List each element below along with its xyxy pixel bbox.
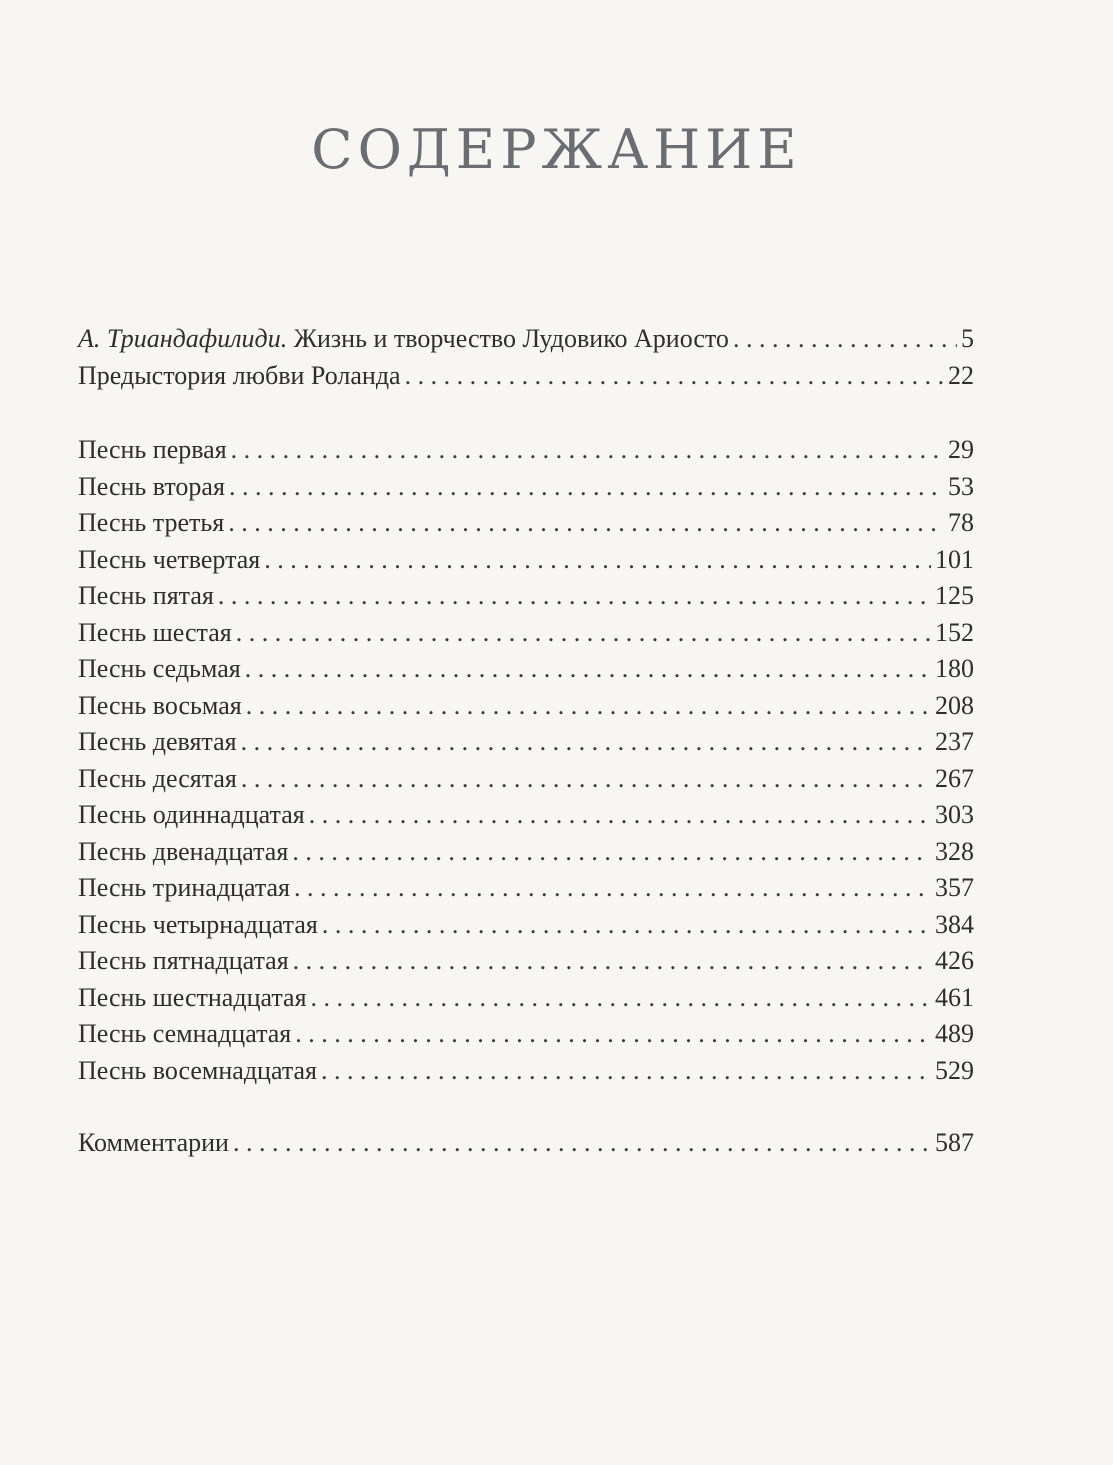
toc-entry-title [78, 321, 729, 358]
toc-entry-page: 29 [948, 435, 974, 464]
dot-leader [236, 615, 931, 652]
toc-entry-page: 303 [935, 800, 974, 829]
toc-entry [78, 651, 974, 688]
toc-entry [78, 1125, 974, 1162]
dot-leader [231, 432, 944, 469]
toc-entry-author: А. Триандафилиди. [78, 324, 288, 353]
toc-entry-page: 267 [935, 763, 974, 793]
toc-entry-title: Песнь пятнадцатая [78, 946, 289, 975]
page-title: СОДЕРЖАНИЕ [311, 118, 802, 181]
toc-entry [78, 1016, 974, 1053]
toc-entry [78, 907, 974, 944]
toc-entry-title: Песнь одиннадцатая [78, 800, 305, 829]
toc-entry-page: 208 [935, 690, 974, 720]
toc-entry-page: 101 [935, 544, 974, 574]
toc-entry-page: 328 [935, 836, 974, 866]
dot-leader [293, 943, 931, 980]
toc-entry [78, 870, 974, 907]
dot-leader [405, 358, 944, 395]
toc-entry [78, 761, 974, 798]
toc-entry-title: Песнь первая [78, 435, 227, 464]
toc-entry-title: Песнь девятая [78, 727, 237, 756]
toc-entry [78, 797, 974, 834]
toc-entry-page: 237 [935, 727, 974, 756]
toc-entry-title: Песнь восьмая [78, 690, 242, 720]
toc-entry-title: Песнь шестнадцатая [78, 982, 307, 1012]
toc-entry [78, 321, 974, 358]
toc-entry-title: Песнь третья [78, 508, 225, 537]
toc-entry-title: Песнь седьмая [78, 654, 241, 683]
toc-entry-page: 152 [935, 617, 974, 647]
toc-entry-page: 587 [935, 1128, 974, 1157]
toc-front-matter [78, 321, 974, 394]
toc-entry-title: Песнь шестая [78, 617, 232, 647]
dot-leader [311, 980, 931, 1017]
toc-entry-title: Песнь вторая [78, 471, 225, 501]
toc-entry-page: 426 [935, 946, 974, 975]
toc-entry-title-text: Жизнь и творчество Лудовико Ариосто [293, 324, 729, 353]
dot-leader [233, 1125, 931, 1162]
toc-entry-title: Песнь десятая [78, 763, 237, 793]
toc-entry-page: 5 [961, 324, 974, 353]
toc-entry [78, 358, 974, 395]
dot-leader [264, 542, 931, 579]
toc-entry-page: 529 [935, 1055, 974, 1085]
dot-leader [241, 724, 931, 761]
toc-entry-page: 489 [935, 1019, 974, 1048]
toc-entry [78, 542, 974, 579]
toc-entry-title: Песнь четвертая [78, 544, 261, 574]
toc-entry-page: 384 [935, 909, 974, 939]
toc-entry-page: 461 [935, 982, 974, 1012]
toc-entry [78, 505, 974, 542]
dot-leader [228, 505, 944, 542]
toc-entry-title: Песнь восемнадцатая [78, 1055, 318, 1085]
dot-leader [733, 321, 957, 358]
dot-leader [295, 1016, 931, 1053]
toc-entry [78, 688, 974, 725]
toc-entry-page: 180 [935, 654, 974, 683]
toc-cantos [78, 432, 974, 1089]
toc-entry-title: Песнь тринадцатая [78, 873, 291, 902]
dot-leader [309, 797, 931, 834]
toc-entry-page: 53 [948, 471, 974, 501]
toc-entry [78, 834, 974, 871]
dot-leader [218, 578, 931, 615]
toc-entry-page: 357 [935, 873, 974, 902]
dot-leader [292, 834, 931, 871]
toc-entry [78, 724, 974, 761]
toc-entry-title: Песнь двенадцатая [78, 836, 289, 866]
toc-entry-title: Песнь четырнадцатая [78, 909, 318, 939]
toc-entry-page: 125 [935, 581, 974, 610]
dot-leader [245, 651, 931, 688]
toc-entry [78, 1053, 974, 1090]
toc-entry-title: Песнь семнадцатая [78, 1019, 292, 1048]
toc-back-matter [78, 1125, 974, 1162]
toc-entry [78, 469, 974, 506]
toc-entry [78, 615, 974, 652]
dot-leader [229, 469, 944, 506]
toc-entry [78, 943, 974, 980]
toc-entry-title: Комментарии [78, 1128, 229, 1157]
toc-entry [78, 578, 974, 615]
toc-entry [78, 432, 974, 469]
toc-entry [78, 980, 974, 1017]
dot-leader [246, 688, 931, 725]
dot-leader [294, 870, 931, 907]
toc-entry-page: 22 [948, 360, 974, 390]
toc-entry-title: Песнь пятая [78, 581, 214, 610]
dot-leader [241, 761, 931, 798]
toc-entry-title: Предыстория любви Роланда [78, 360, 401, 390]
dot-leader [321, 1053, 931, 1090]
toc-entry-page: 78 [948, 508, 974, 537]
dot-leader [322, 907, 931, 944]
